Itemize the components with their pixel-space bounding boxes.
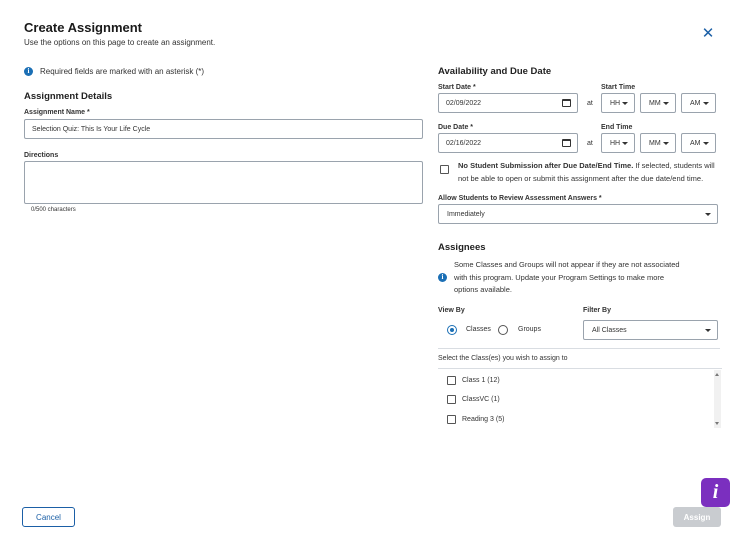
start-ampm-value: AM (690, 99, 701, 107)
radio-classes[interactable] (447, 325, 457, 335)
review-answers-value: Immediately (447, 210, 485, 218)
assignment-name-label: Assignment Name * (24, 109, 90, 116)
start-minute-value: MM (649, 99, 661, 107)
start-minute-select[interactable] (640, 93, 676, 113)
class-checkbox[interactable] (447, 395, 456, 404)
no-submission-text-1: If selected, students will (635, 161, 715, 170)
class-label: Class 1 (12) (462, 377, 500, 384)
info-icon: i (24, 67, 33, 76)
end-ampm-value: AM (690, 139, 701, 147)
due-date-label: Due Date * (438, 124, 474, 131)
assignees-note-3: options available. (454, 285, 512, 294)
help-button[interactable] (701, 478, 730, 507)
start-date-input[interactable] (438, 93, 578, 113)
start-ampm-select[interactable] (681, 93, 716, 113)
end-minute-value: MM (649, 139, 661, 147)
assignment-details-heading: Assignment Details (24, 91, 113, 102)
filter-by-label: Filter By (583, 307, 612, 314)
close-button[interactable] (700, 27, 716, 43)
at-label: at (587, 140, 593, 147)
assignment-name-input[interactable] (24, 119, 423, 139)
no-submission-label (458, 160, 720, 185)
no-submission-bold: No Student Submission after Due Date/End Time. (458, 161, 634, 170)
start-hour-value: HH (610, 99, 621, 107)
start-date-value: 02/09/2022 (446, 99, 482, 107)
chevron-down-icon (703, 142, 709, 145)
assignees-note-1: Some Classes and Groups will not appear if they are not associated (454, 260, 680, 269)
class-checkbox[interactable] (447, 415, 456, 424)
divider (438, 348, 720, 349)
end-hour-select[interactable] (601, 133, 635, 153)
radio-groups[interactable] (498, 325, 508, 335)
help-icon[interactable]: i (712, 481, 719, 503)
review-answers-label: Allow Students to Review Assessment Answers * (438, 195, 602, 202)
chevron-down-icon (663, 142, 669, 145)
calendar-icon[interactable] (562, 139, 571, 147)
radio-groups-label: Groups (518, 326, 541, 333)
filter-by-value: All Classes (592, 326, 627, 334)
at-label: at (587, 100, 593, 107)
info-icon: i (438, 273, 447, 282)
scroll-up-icon[interactable] (715, 373, 719, 376)
select-classes-label: Select the Class(es) you wish to assign to (438, 355, 568, 362)
assign-button[interactable]: Assign (673, 507, 721, 527)
calendar-icon[interactable] (562, 99, 571, 107)
close-icon[interactable]: ✕ (701, 25, 715, 42)
required-note: Required fields are marked with an asterisk (*) (40, 67, 205, 76)
view-by-label: View By (438, 307, 465, 314)
no-submission-text-2: not be able to open or submit this assignment after the due date/end time. (458, 173, 704, 183)
end-minute-select[interactable] (640, 133, 676, 153)
scrollbar[interactable] (714, 370, 721, 428)
char-count: 0/500 characters (31, 207, 76, 213)
end-hour-value: HH (610, 139, 621, 147)
directions-textarea[interactable] (24, 161, 423, 204)
assignees-note (454, 259, 722, 297)
end-ampm-select[interactable] (681, 133, 716, 153)
class-list (438, 368, 722, 428)
due-date-value: 02/16/2022 (446, 139, 482, 147)
assignment-name-value: Selection Quiz: This Is Your Life Cycle (32, 125, 151, 133)
chevron-down-icon (622, 102, 628, 105)
due-date-input[interactable] (438, 133, 578, 153)
cancel-button[interactable]: Cancel (22, 507, 75, 527)
page-title: Create Assignment (24, 20, 142, 35)
assignees-note-2: with this program. Update your Program Settings to make more (454, 272, 665, 282)
radio-classes-label: Classes (466, 326, 491, 333)
class-label: Reading 3 (5) (462, 416, 505, 423)
chevron-down-icon (663, 102, 669, 105)
start-time-label: Start Time (601, 84, 636, 91)
end-time-label: End Time (601, 124, 633, 131)
class-label: ClassVC (1) (462, 396, 500, 403)
chevron-down-icon (705, 213, 711, 216)
review-answers-select[interactable] (438, 204, 718, 224)
no-submission-checkbox[interactable] (440, 165, 449, 174)
chevron-down-icon (622, 142, 628, 145)
directions-label: Directions (24, 152, 59, 159)
availability-heading: Availability and Due Date (438, 66, 552, 77)
filter-by-select[interactable] (583, 320, 718, 340)
page-subtitle: Use the options on this page to create an assignment. (24, 38, 216, 47)
start-hour-select[interactable] (601, 93, 635, 113)
chevron-down-icon (703, 102, 709, 105)
class-checkbox[interactable] (447, 376, 456, 385)
assignees-heading: Assignees (438, 242, 486, 253)
chevron-down-icon (705, 329, 711, 332)
scroll-down-icon[interactable] (715, 422, 719, 425)
start-date-label: Start Date * (438, 84, 476, 91)
